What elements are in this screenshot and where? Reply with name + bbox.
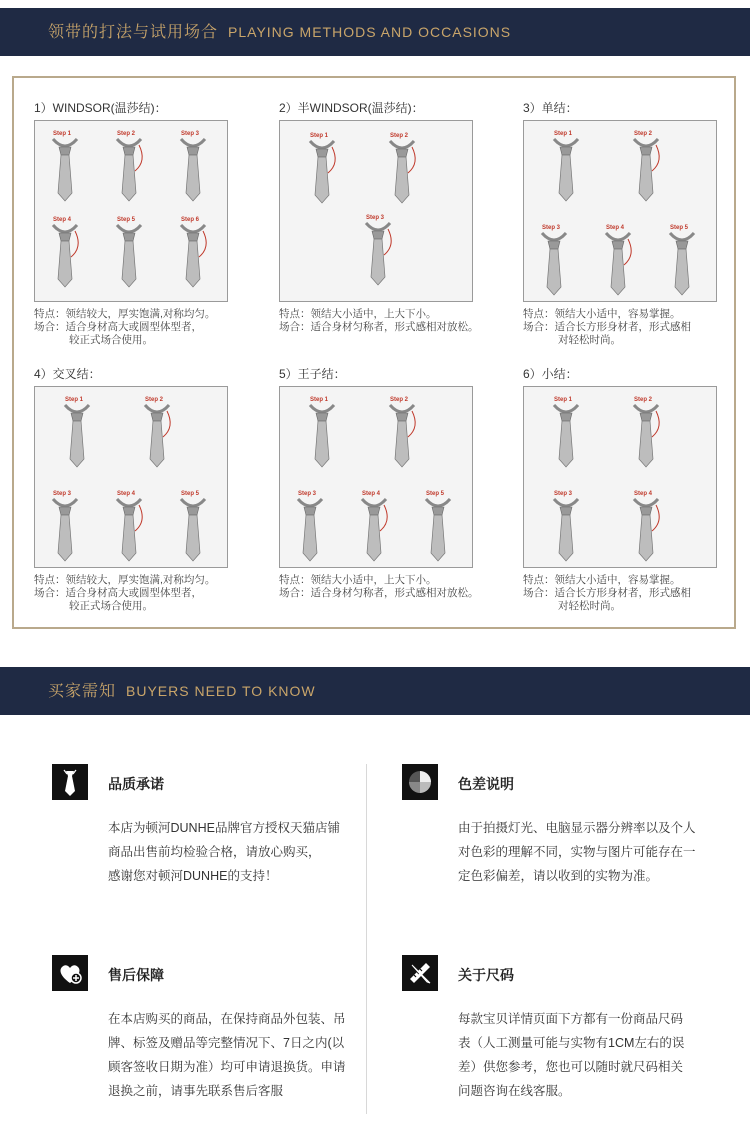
- step-label: Step 1: [554, 131, 573, 137]
- tie-step: [117, 491, 142, 561]
- tie-blade-shape: [639, 421, 653, 467]
- info-block-color: [402, 764, 702, 914]
- method-illustration: [523, 120, 717, 302]
- tie-step: [634, 397, 659, 467]
- knot-shape: [59, 233, 71, 241]
- method-note-feature: 特点：领结大小适中，容易掌握。: [523, 308, 681, 320]
- collar-shape: [65, 405, 89, 412]
- method-notes: [34, 308, 264, 347]
- tie-blade-shape: [122, 155, 136, 201]
- method-note-occasion-cont: 对轻松时尚。: [558, 334, 621, 346]
- collar-shape: [554, 405, 578, 412]
- knot-shape: [187, 147, 199, 155]
- knot-shape: [316, 413, 328, 421]
- knot-shape: [612, 241, 624, 249]
- tie-step: [181, 131, 205, 201]
- method-half-windsor: [279, 100, 509, 333]
- method-note-occasion-cont: 对轻松时尚。: [558, 600, 621, 612]
- method-illustration: [523, 386, 717, 568]
- method-title: 4）交叉结：: [34, 367, 101, 381]
- step-label: Step 3: [53, 491, 72, 497]
- tie-step: [426, 491, 450, 561]
- info-title: 品质承诺: [108, 776, 164, 792]
- collar-shape: [670, 233, 694, 240]
- info-title: 售后保障: [108, 967, 164, 983]
- knot-shape: [368, 507, 380, 515]
- tie-methods-frame: [12, 76, 736, 629]
- collar-shape: [366, 223, 390, 230]
- method-title: 2）半WINDSOR(温莎结)：: [279, 101, 424, 115]
- step-label: Step 4: [606, 225, 625, 231]
- info-line: 牌、标签及赠品等完整情况下、7日之内(以: [108, 1036, 345, 1050]
- tie-blade-shape: [315, 157, 329, 203]
- step-label: Step 4: [117, 491, 136, 497]
- method-note-occasion: 场合：适合身材高大或圆型体型者，: [34, 587, 202, 599]
- tie-step: [542, 225, 566, 295]
- knot-shape: [676, 241, 688, 249]
- info-line: 表（人工测量可能与实物有1CM左右的误: [458, 1036, 685, 1050]
- methods-header-banner: [0, 8, 750, 56]
- method-small-knot: [523, 366, 750, 612]
- methods-header-title-cn: 领带的打法与试用场合: [48, 24, 219, 41]
- method-note-feature: 特点：领结大小适中，上大下小。: [279, 574, 437, 586]
- collar-shape: [53, 225, 77, 232]
- method-windsor: [34, 100, 264, 346]
- method-note-occasion: 场合：适合身材匀称者，形式感相对放松。: [279, 587, 479, 599]
- knot-shape: [640, 507, 652, 515]
- tie-blade-shape: [186, 155, 200, 201]
- step-label: Step 6: [181, 217, 200, 223]
- info-line: 每款宝贝详情页面下方都有一份商品尺码: [458, 1012, 684, 1026]
- tie-blade-shape: [186, 241, 200, 287]
- info-line: 感谢您对顿河DUNHE的支持！: [108, 869, 278, 883]
- tie-steps-diagram: [280, 387, 472, 567]
- tie-step: [310, 397, 334, 467]
- tie-step: [117, 217, 141, 287]
- step-label: Step 3: [542, 225, 561, 231]
- info-line: 问题咨询在线客服。: [458, 1084, 571, 1098]
- collar-shape: [53, 139, 77, 146]
- tie-step: [53, 131, 77, 201]
- info-line: 退换之前，请事先联系售后客服: [108, 1084, 284, 1098]
- tie-blade-shape: [58, 515, 72, 561]
- column-divider: [366, 764, 367, 1114]
- step-label: Step 5: [117, 217, 136, 223]
- knot-shape: [187, 233, 199, 241]
- motion-arrow: [652, 145, 659, 171]
- info-body: [108, 1007, 346, 1103]
- tie-step: [53, 491, 77, 561]
- motion-arrow: [408, 411, 415, 437]
- method-note-occasion-cont: 较正式场合使用。: [69, 600, 153, 612]
- tie-steps-diagram: [280, 121, 472, 301]
- method-note-occasion: 场合：适合长方形身材者，形式感相: [523, 321, 691, 333]
- step-label: Step 2: [634, 397, 653, 403]
- tie-step: [53, 217, 78, 287]
- knot-shape: [640, 413, 652, 421]
- knot-shape: [304, 507, 316, 515]
- step-label: Step 4: [53, 217, 72, 223]
- info-line: 在本店购买的商品，在保持商品外包装、吊: [108, 1012, 346, 1026]
- info-block-quality: [52, 764, 352, 914]
- collar-shape: [634, 139, 658, 146]
- knot-shape: [396, 149, 408, 157]
- method-notes: [523, 308, 750, 347]
- tie-blade-shape: [559, 155, 573, 201]
- tie-blade-shape: [611, 249, 625, 295]
- tie-blade-shape: [367, 515, 381, 561]
- tie-step: [634, 491, 659, 561]
- ruler-pencil-icon: [402, 955, 438, 991]
- method-prince-knot: [279, 366, 509, 599]
- tie-blade-shape: [559, 515, 573, 561]
- knot-shape: [372, 231, 384, 239]
- tie-step: [310, 133, 335, 203]
- motion-arrow: [652, 505, 659, 531]
- tie-step: [554, 491, 578, 561]
- step-label: Step 3: [181, 131, 200, 137]
- collar-shape: [310, 405, 334, 412]
- tie-steps-diagram: [524, 121, 716, 301]
- method-title: 3）单结：: [523, 101, 578, 115]
- color-wheel-icon: [402, 764, 438, 800]
- info-body: [458, 1007, 684, 1103]
- tie-blade-shape: [122, 515, 136, 561]
- collar-shape: [117, 225, 141, 232]
- tie-step: [634, 131, 659, 201]
- method-notes: [279, 574, 509, 600]
- methods-header-title-en: PLAYING METHODS AND OCCASIONS: [228, 24, 512, 40]
- tie-blade-shape: [315, 421, 329, 467]
- step-label: Step 3: [298, 491, 317, 497]
- tie-blade-shape: [639, 515, 653, 561]
- tie-blade-shape: [186, 515, 200, 561]
- info-body: [458, 816, 696, 888]
- step-label: Step 3: [554, 491, 573, 497]
- collar-shape: [181, 225, 205, 232]
- method-title: 1）WINDSOR(温莎结)：: [34, 101, 167, 115]
- info-block-aftersale: [52, 955, 352, 1115]
- collar-shape: [117, 499, 141, 506]
- tie-step: [554, 397, 578, 467]
- motion-arrow: [624, 239, 631, 265]
- knot-shape: [187, 507, 199, 515]
- tie-steps-diagram: [524, 387, 716, 567]
- knot-shape: [123, 147, 135, 155]
- motion-arrow: [135, 505, 142, 531]
- tie-blade-shape: [675, 249, 689, 295]
- collar-shape: [390, 141, 414, 148]
- motion-arrow: [199, 231, 206, 257]
- tie-blade-shape: [395, 421, 409, 467]
- tie-blade-shape: [395, 157, 409, 203]
- collar-shape: [145, 405, 169, 412]
- knot-shape: [432, 507, 444, 515]
- knot-shape: [560, 413, 572, 421]
- knot-shape: [316, 149, 328, 157]
- motion-arrow: [328, 147, 335, 173]
- step-label: Step 2: [145, 397, 164, 403]
- tie-blade-shape: [371, 239, 385, 285]
- knot-shape: [123, 233, 135, 241]
- step-label: Step 3: [366, 215, 385, 221]
- step-label: Step 1: [554, 397, 573, 403]
- info-body: [108, 816, 340, 888]
- method-illustration: [34, 120, 228, 302]
- tie-icon: [52, 764, 88, 800]
- method-illustration: [279, 386, 473, 568]
- collar-shape: [53, 499, 77, 506]
- collar-shape: [390, 405, 414, 412]
- collar-shape: [310, 141, 334, 148]
- tie-blade-shape: [150, 421, 164, 467]
- method-title: 6）小结：: [523, 367, 578, 381]
- tie-step: [390, 397, 415, 467]
- tie-step: [362, 491, 387, 561]
- collar-shape: [554, 139, 578, 146]
- tie-blade-shape: [431, 515, 445, 561]
- tie-step: [145, 397, 170, 467]
- step-label: Step 2: [390, 397, 409, 403]
- tie-step: [181, 491, 205, 561]
- info-line: 定色彩偏差，请以收到的实物为准。: [458, 869, 659, 883]
- tie-blade-shape: [559, 421, 573, 467]
- method-notes: [523, 574, 750, 613]
- step-label: Step 5: [426, 491, 445, 497]
- collar-shape: [554, 499, 578, 506]
- method-simple-knot: [523, 100, 750, 346]
- knot-shape: [59, 507, 71, 515]
- method-note-occasion: 场合：适合身材高大或圆型体型者，: [34, 321, 202, 333]
- step-label: Step 4: [634, 491, 653, 497]
- step-label: Step 1: [310, 397, 329, 403]
- collar-shape: [298, 499, 322, 506]
- method-note-feature: 特点：领结大小适中，上大下小。: [279, 308, 437, 320]
- step-label: Step 2: [390, 133, 409, 139]
- step-label: Step 2: [634, 131, 653, 137]
- heart-plus-icon: [52, 955, 88, 991]
- info-line: 由于拍摄灯光、电脑显示器分辨率以及个人: [458, 821, 696, 835]
- motion-arrow: [163, 411, 170, 437]
- knot-shape: [71, 413, 83, 421]
- tie-blade-shape: [58, 241, 72, 287]
- method-illustration: [34, 386, 228, 568]
- method-title: 5）王子结：: [279, 367, 346, 381]
- knot-shape: [59, 147, 71, 155]
- motion-arrow: [71, 231, 78, 257]
- collar-shape: [117, 139, 141, 146]
- info-line: 对色彩的理解不同，实物与图片可能存在一: [458, 845, 696, 859]
- step-label: Step 2: [117, 131, 136, 137]
- method-notes: [34, 574, 264, 613]
- tie-step: [366, 215, 391, 285]
- info-title: 关于尺码: [458, 967, 514, 983]
- method-illustration: [279, 120, 473, 302]
- info-line: 商品出售前均检验合格，请放心购买，: [108, 845, 321, 859]
- tie-step: [65, 397, 89, 467]
- tie-step: [606, 225, 631, 295]
- collar-shape: [181, 139, 205, 146]
- info-block-size: [402, 955, 702, 1115]
- knot-shape: [123, 507, 135, 515]
- method-cross-knot: [34, 366, 264, 612]
- motion-arrow: [408, 147, 415, 173]
- method-note-occasion-cont: 较正式场合使用。: [69, 334, 153, 346]
- knot-shape: [151, 413, 163, 421]
- knot-shape: [560, 507, 572, 515]
- motion-arrow: [380, 505, 387, 531]
- method-note-occasion: 场合：适合长方形身材者，形式感相: [523, 587, 691, 599]
- tie-blade-shape: [639, 155, 653, 201]
- step-label: Step 5: [181, 491, 200, 497]
- collar-shape: [426, 499, 450, 506]
- tie-blade-shape: [547, 249, 561, 295]
- tie-steps-diagram: [35, 387, 227, 567]
- step-label: Step 1: [53, 131, 72, 137]
- knot-shape: [548, 241, 560, 249]
- info-line: 差）供您参考，您也可以随时就尺码相关: [458, 1060, 684, 1074]
- tie-steps-diagram: [35, 121, 227, 301]
- tie-step: [298, 491, 322, 561]
- collar-shape: [542, 233, 566, 240]
- tie-step: [117, 131, 142, 201]
- motion-arrow: [135, 145, 142, 171]
- collar-shape: [606, 233, 630, 240]
- collar-shape: [181, 499, 205, 506]
- knot-shape: [560, 147, 572, 155]
- knot-shape: [640, 147, 652, 155]
- buyers-header-title-en: BUYERS NEED TO KNOW: [126, 683, 316, 699]
- info-line: 本店为顿河DUNHE品牌官方授权天猫店铺: [108, 821, 340, 835]
- step-label: Step 1: [310, 133, 329, 139]
- buyers-header-title-cn: 买家需知: [48, 683, 117, 700]
- method-notes: [279, 308, 509, 334]
- tie-step: [670, 225, 694, 295]
- collar-shape: [634, 499, 658, 506]
- tie-blade-shape: [303, 515, 317, 561]
- step-label: Step 1: [65, 397, 84, 403]
- buyers-header-banner: [0, 667, 750, 715]
- tie-step: [390, 133, 415, 203]
- step-label: Step 4: [362, 491, 381, 497]
- info-title: 色差说明: [458, 776, 514, 792]
- info-line: 顾客签收日期为准）均可申请退换货。申请: [108, 1060, 346, 1074]
- collar-shape: [362, 499, 386, 506]
- tie-step: [181, 217, 206, 287]
- tie-blade-shape: [58, 155, 72, 201]
- tie-step: [554, 131, 578, 201]
- method-note-occasion: 场合：适合身材匀称者，形式感相对放松。: [279, 321, 479, 333]
- tie-blade-shape: [70, 421, 84, 467]
- collar-shape: [634, 405, 658, 412]
- method-note-feature: 特点：领结较大，厚实饱满,对称均匀。: [34, 574, 216, 586]
- motion-arrow: [652, 411, 659, 437]
- method-note-feature: 特点：领结较大，厚实饱满,对称均匀。: [34, 308, 216, 320]
- motion-arrow: [384, 229, 391, 255]
- step-label: Step 5: [670, 225, 689, 231]
- knot-shape: [396, 413, 408, 421]
- method-note-feature: 特点：领结大小适中，容易掌握。: [523, 574, 681, 586]
- tie-blade-shape: [122, 241, 136, 287]
